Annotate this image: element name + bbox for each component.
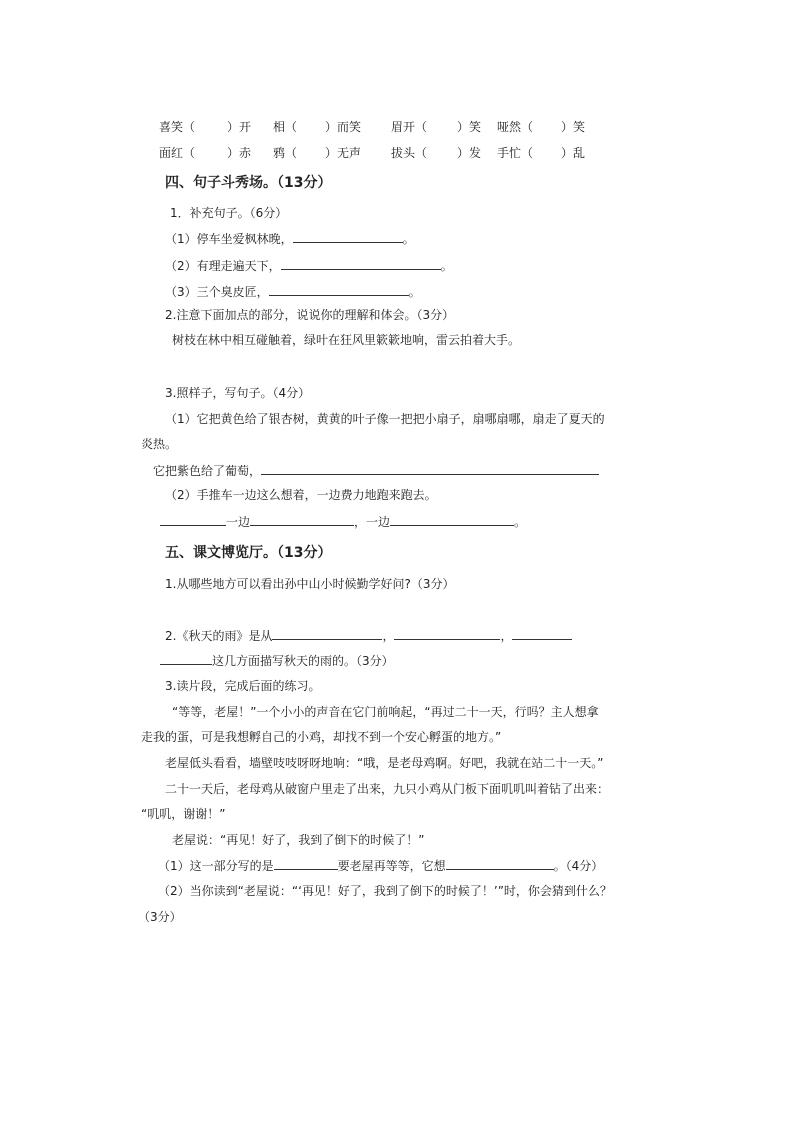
question-4-1-2: （2）有理走遍天下， 。	[165, 259, 453, 273]
question-4-1-1: （1）停车坐爱枫林晚， 。	[165, 232, 415, 246]
idiom-blank: 眉开（	[391, 120, 428, 134]
question-5-3-1: （1）这一部分写的是 要老屋再等等，它想 。（4分）	[158, 859, 604, 873]
question-4-1: 1．补充句子。（6分）	[170, 206, 288, 220]
question-5-3-2-points: （3分）	[138, 910, 182, 924]
idiom-blank: ）开	[227, 120, 252, 134]
idiom-blank: 相（	[273, 120, 298, 134]
answer-blank[interactable]	[272, 627, 382, 640]
answer-blank[interactable]	[269, 283, 409, 296]
answer-blank[interactable]	[293, 230, 403, 243]
answer-blank[interactable]	[394, 627, 500, 640]
answer-blank[interactable]	[250, 513, 354, 526]
example-sentence-2: （2）手推车一边这么想着，一边费力地跑来跑去。	[165, 488, 437, 502]
section-4-title: 四、句子斗秀场。（13分）	[165, 175, 332, 191]
section-5-title: 五、课文博览厅。（13分）	[165, 545, 332, 561]
idiom-blank: ）发	[457, 146, 482, 160]
question-5-2-cont: 这几方面描写秋天的雨的。（3分）	[160, 652, 394, 669]
idiom-blank: ）而笑	[325, 120, 362, 134]
passage-line: “等等，老屋！”一个小小的声音在它门前响起，“再过二十一天，行吗？主人想拿	[172, 705, 599, 719]
idiom-blank: 哑然（	[497, 120, 534, 134]
question-5-3-2: （2）当你读到“老屋说：“‘再见！好了，我到了倒下的时候了！’”时，你会猜到什么？	[158, 884, 612, 898]
idiom-blank: 手忙（	[497, 146, 534, 160]
idiom-blank: ）赤	[227, 146, 252, 160]
answer-blank[interactable]	[160, 513, 226, 526]
passage-line: 老屋说：“再见！好了，我到了倒下的时候了！”	[172, 833, 425, 847]
passage-line: 老屋低头看看，墙壁吱吱呀呀地响：“哦，是老母鸡啊。好吧，我就在站二十一天。”	[165, 756, 604, 770]
passage-line: 走我的蛋，可是我想孵自己的小鸡，却找不到一个安心孵蛋的地方。”	[141, 730, 502, 744]
answer-blank[interactable]	[274, 857, 338, 870]
answer-blank[interactable]	[261, 462, 599, 475]
idiom-blank: 面红（	[159, 146, 196, 160]
answer-blank[interactable]	[390, 513, 514, 526]
idiom-blank: ）乱	[561, 146, 586, 160]
question-4-2: 2.注意下面加点的部分，说说你的理解和体会。（3分）	[165, 308, 455, 322]
question-5-3: 3.读片段，完成后面的练习。	[165, 679, 321, 693]
question-4-2-text: 树枝在林中相互碰触着，绿叶在狂风里簌簌地响，雷云拍着大手。	[172, 333, 521, 347]
passage-line: 二十一天后，老母鸡从破窗户里走了出来，九只小鸡从门板下面叽叽叫着钻了出来：	[165, 782, 610, 796]
passage-line: “叽叽，谢谢！”	[141, 807, 226, 821]
idiom-blank: ）笑	[561, 120, 586, 134]
answer-blank[interactable]	[160, 652, 212, 665]
question-5-2: 2.《秋天的雨》是从 ， ，	[165, 627, 572, 644]
question-4-1-3: （3）三个臭皮匠， 。	[165, 285, 421, 299]
answer-blank[interactable]	[446, 857, 554, 870]
idiom-blank: ）笑	[457, 120, 482, 134]
answer-blank[interactable]	[281, 257, 441, 270]
example-sentence-line1: （1）它把黄色给了银杏树，黄黄的叶子像一把把小扇子，扇哪扇哪，扇走了夏天的	[165, 412, 605, 426]
imitation-sentence: 它把紫色给了葡萄，	[153, 462, 599, 479]
answer-blank[interactable]	[512, 627, 572, 640]
question-4-3: 3.照样子，写句子。（4分）	[165, 386, 311, 400]
example-sentence-line2: 炎热。	[141, 437, 178, 451]
idiom-blank: 鸦（	[273, 146, 298, 160]
idiom-blank: 拔头（	[391, 146, 428, 160]
question-5-1: 1.从哪些地方可以看出孙中山小时候勤学好问?（3分）	[165, 577, 455, 591]
imitation-sentence-2: 一边 ，一边 。	[160, 513, 526, 530]
idiom-blank: 喜笑（	[159, 120, 196, 134]
idiom-blank: ）无声	[325, 146, 362, 160]
